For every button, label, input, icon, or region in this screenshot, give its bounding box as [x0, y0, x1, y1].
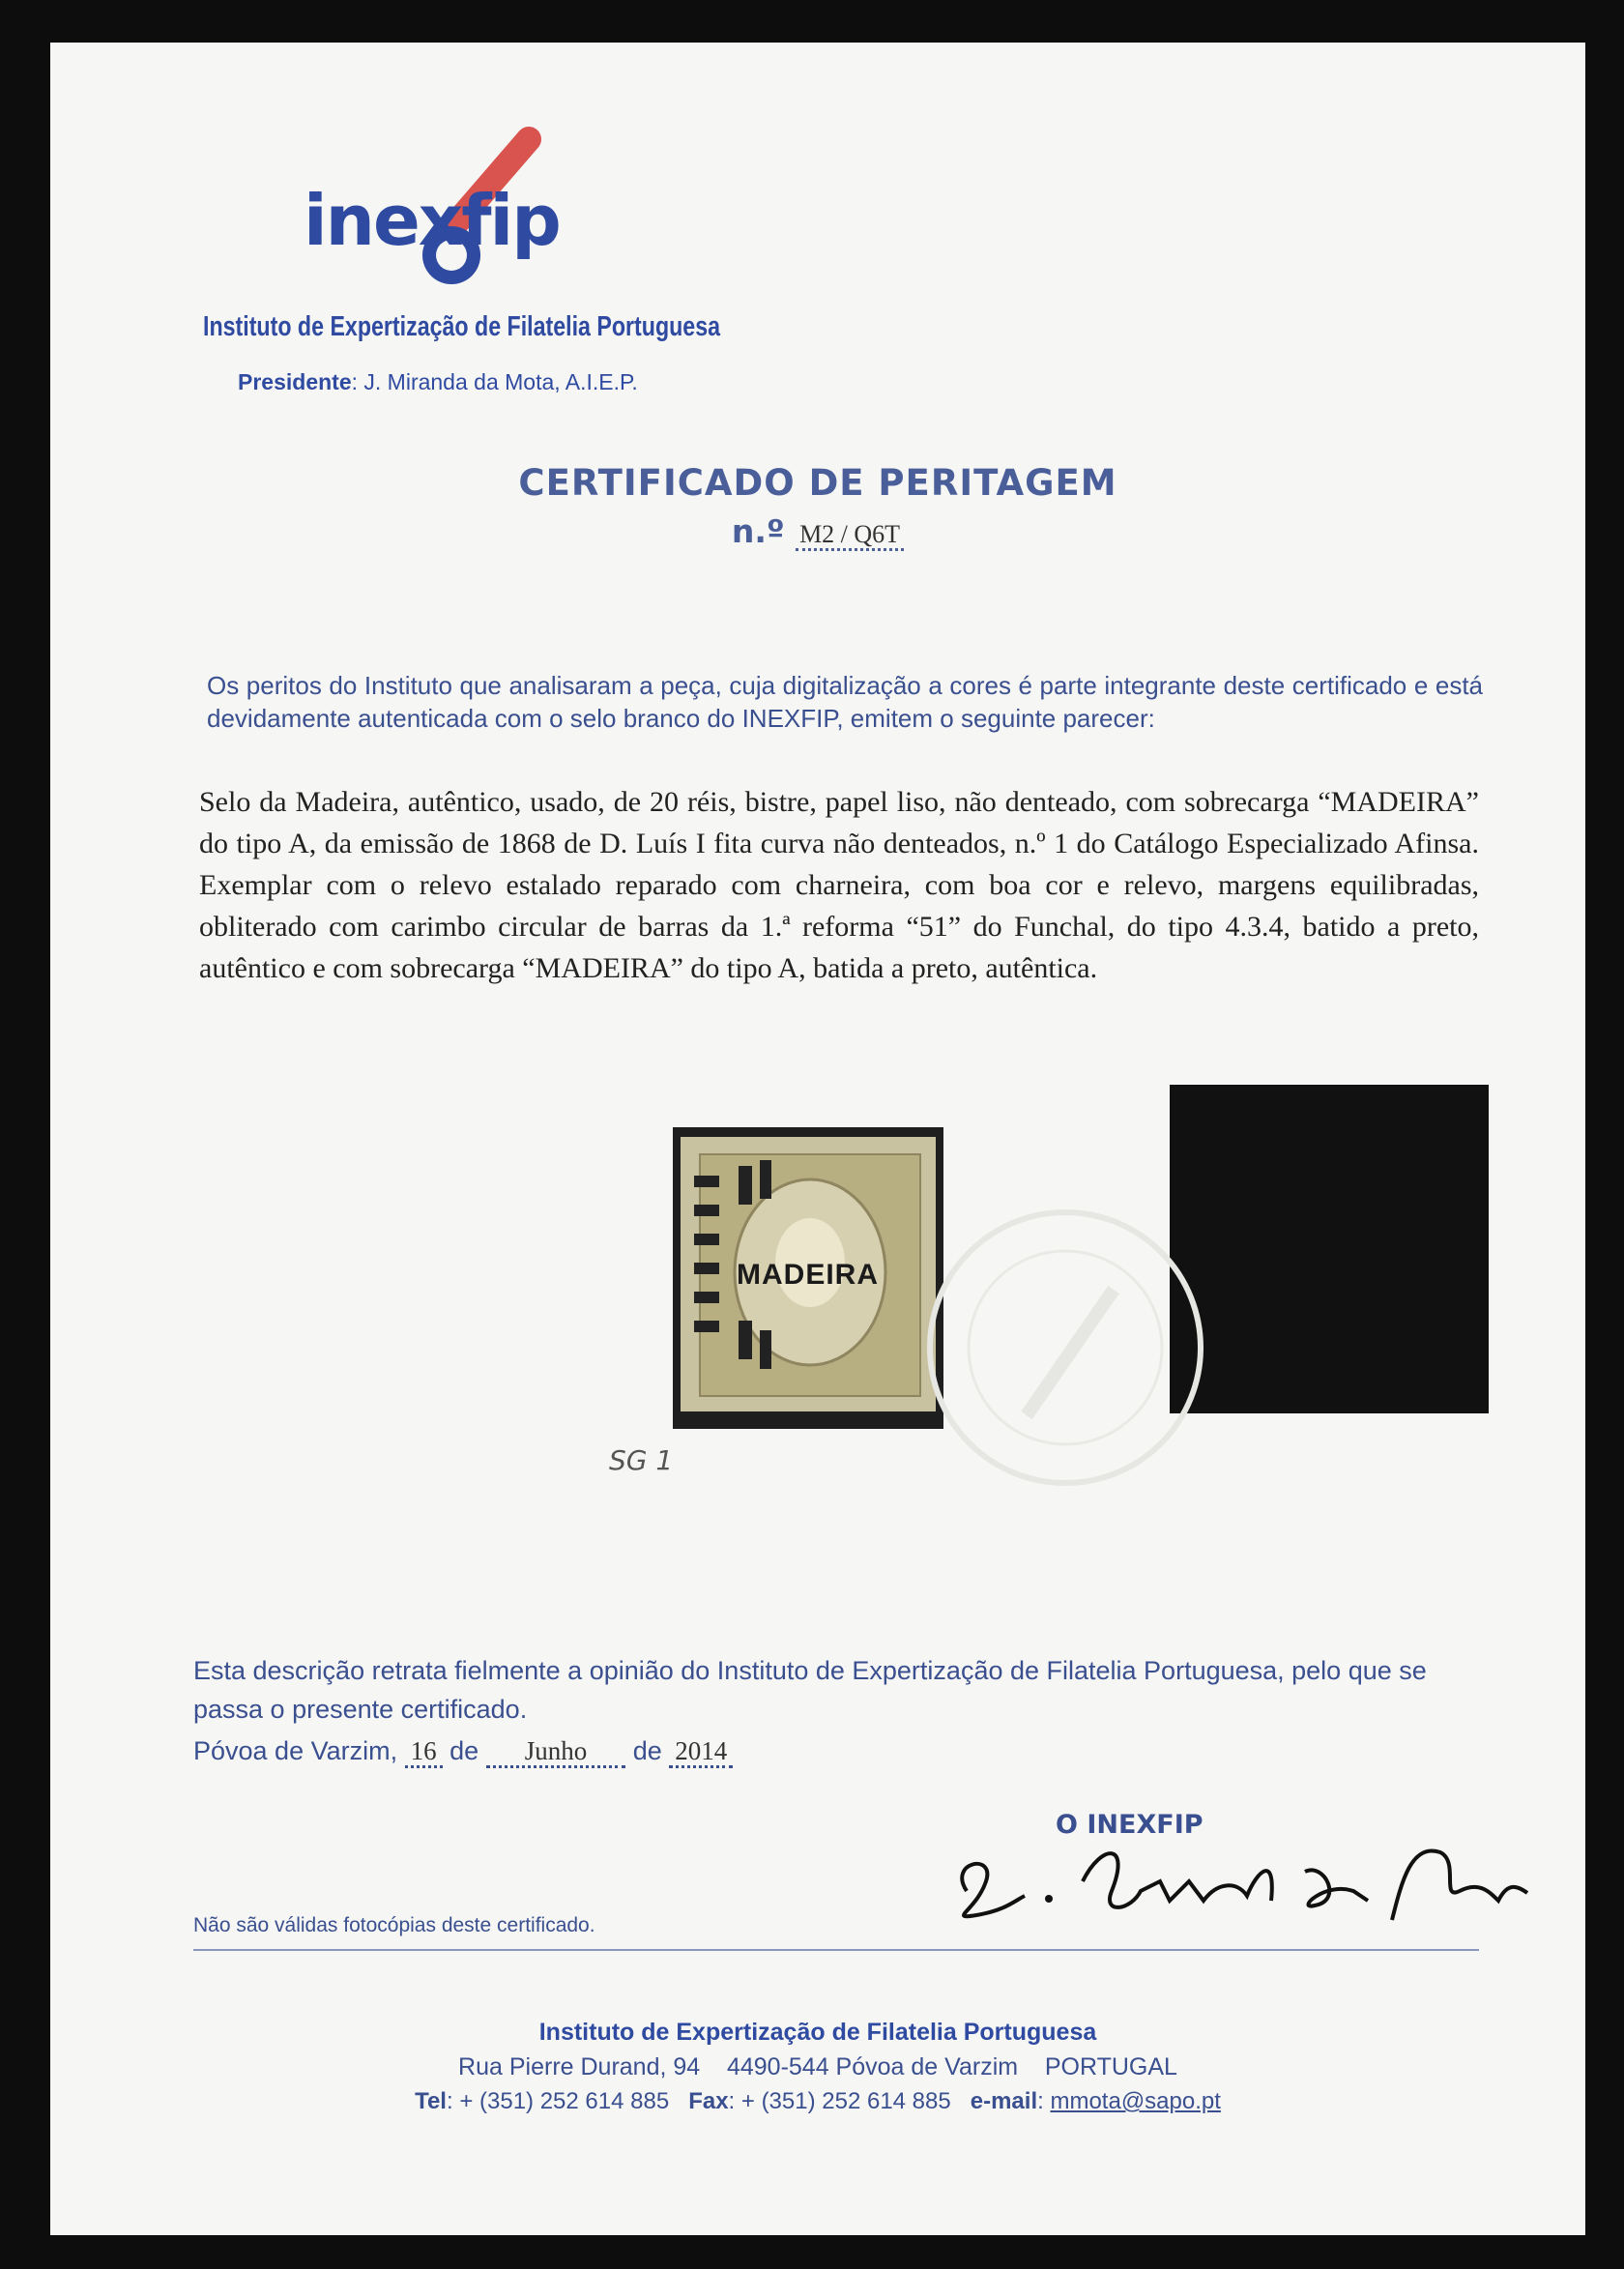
intro-paragraph: Os peritos do Instituto que analisaram a peça, cuja digitalização a cores é parte integrante deste certificado e está devidamente autenticada com o selo branco do INEXFIP, emitem o seguinte parecer: — [207, 671, 1483, 733]
closing-paragraph: Esta descrição retrata fielmente a opinião do Instituto de Expertização de Filatelia Portuguesa, pelo que se passa o presente certificado. — [193, 1656, 1427, 1724]
stamp-overprint: MADEIRA — [737, 1259, 879, 1291]
certificate-title: CERTIFICADO DE PERITAGEM — [518, 462, 1117, 504]
signature-title: O INEXFIP — [1056, 1810, 1204, 1840]
footer-institute-name: Instituto de Expertização de Filatelia Portuguesa — [538, 2019, 1097, 2046]
president-name: : J. Miranda da Mota, A.I.E.P. — [351, 369, 638, 394]
fax-label: Fax — [688, 2088, 729, 2114]
president-line — [238, 369, 638, 395]
stamp-paper — [681, 1137, 936, 1411]
photocopy-notice: Não são válidas fotocópias deste certificado. — [193, 1914, 595, 1936]
email-link[interactable]: mmota@sapo.pt — [1050, 2088, 1221, 2114]
footer-address: Rua Pierre Durand, 94 4490-544 Póvoa de Varzim PORTUGAL — [458, 2053, 1177, 2080]
embossed-seal-icon — [920, 1203, 1210, 1493]
number-label: n.º — [731, 512, 785, 550]
de-label-1: de — [450, 1736, 479, 1765]
de-label-2: de — [632, 1736, 662, 1765]
year-value: 2014 — [669, 1736, 733, 1768]
logo-wordmark: inexfip — [304, 180, 560, 261]
divider — [193, 1949, 1479, 1951]
institute-name: Instituto de Expertização de Filatelia Portuguesa — [203, 311, 721, 342]
certificate-number — [50, 512, 1585, 550]
fax-value: : + (351) 252 614 885 — [728, 2088, 951, 2114]
signature-icon — [938, 1823, 1537, 1939]
date-line — [193, 1736, 733, 1766]
certificate-page — [50, 43, 1585, 2235]
stamp-back-image — [1170, 1085, 1489, 1413]
president-label: Presidente — [238, 369, 352, 394]
stamp-image — [673, 1127, 943, 1429]
email-label: e-mail — [970, 2088, 1038, 2114]
footer-contact: Tel: + (351) 252 614 885 Fax: + (351) 252 614 885 e-mail: mmota@sapo.pt — [415, 2088, 1221, 2114]
tel-label: Tel — [415, 2088, 447, 2114]
place: Póvoa de Varzim, — [193, 1736, 398, 1765]
description-paragraph: Selo da Madeira, autêntico, usado, de 20 réis, bistre, papel liso, não denteado, com sobrecarga “MADEIRA” do tipo A, da emissão de 1868 de D. Luís I fita curva não denteados, n.º 1 do Catálogo Especializado Afinsa. Exemplar com o relevo estalado reparado com charneira, com boa cor e relevo, margens equilibradas, obliterado com carimbo circular de barras da 1.ª reforma “51” do Funchal, do tipo 4.3.4, batido a preto, autêntico e com sobrecarga “MADEIRA” do tipo A, batida a preto, autêntica. — [199, 786, 1479, 984]
day-value: 16 — [405, 1736, 443, 1768]
handwritten-note: SG 1 — [609, 1444, 674, 1476]
month-value: Junho — [486, 1736, 626, 1768]
number-value: M2 / Q6T — [796, 520, 904, 551]
tel-value: : + (351) 252 614 885 — [446, 2088, 670, 2114]
